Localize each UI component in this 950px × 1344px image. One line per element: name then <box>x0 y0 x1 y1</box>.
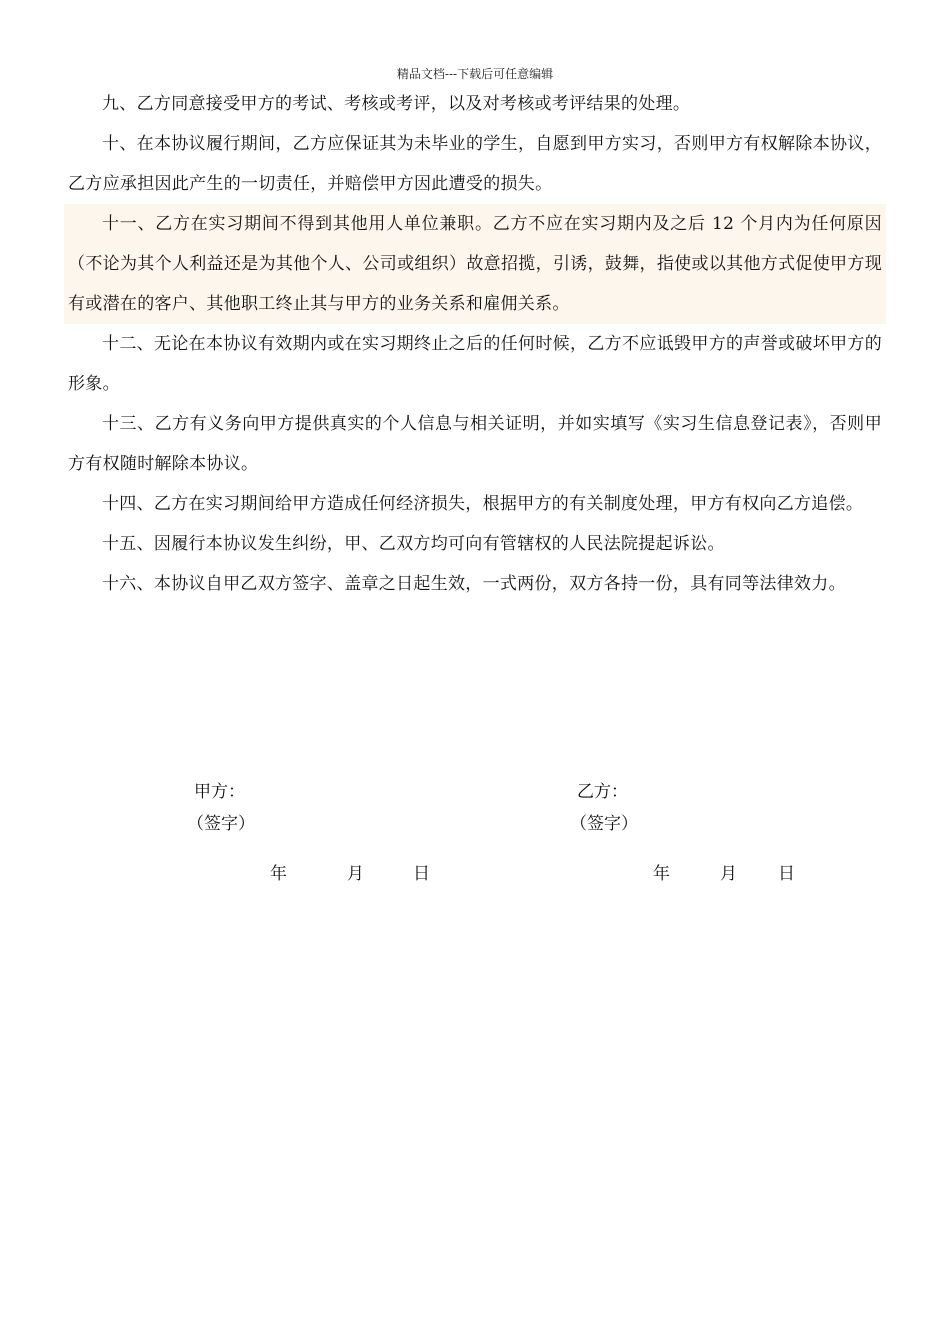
clause-13: 十三、乙方有义务向甲方提供真实的个人信息与相关证明，并如实填写《实习生信息登记表》，否则甲方有权随时解除本协议。 <box>68 414 882 474</box>
party-b-day: 日 <box>778 864 795 884</box>
party-b-month: 月 <box>720 864 737 884</box>
party-a-sign: （签字） <box>187 814 255 834</box>
clause-16: 十六、本协议自甲乙双方签字、盖章之日起生效，一式两份，双方各持一份，具有同等法律效力。 <box>102 574 846 594</box>
party-b-label: 乙方： <box>577 782 628 802</box>
party-a-day: 日 <box>413 864 430 884</box>
party-a-month: 月 <box>347 864 364 884</box>
clause-10: 十、在本协议履行期间，乙方应保证其为未毕业的学生，自愿到甲方实习，否则甲方有权解除本协议，乙方应承担因此产生的一切责任，并赔偿甲方因此遭受的损失。 <box>68 134 882 194</box>
clause-9: 九、乙方同意接受甲方的考试、考核或考评，以及对考核或考评结果的处理。 <box>102 94 691 114</box>
clause-12: 十二、无论在本协议有效期内或在实习期终止之后的任何时候，乙方不应诋毁甲方的声誉或破坏甲方的形象。 <box>68 334 882 394</box>
party-b-sign: （签字） <box>570 814 638 834</box>
party-b-year: 年 <box>653 864 670 884</box>
clause-11: 十一、乙方在实习期间不得到其他用人单位兼职。乙方不应在实习期内及之后 12 个月内为任何原因（不论为其个人利益还是为其他个人、公司或组织）故意招揽，引诱，鼓舞，指使或以其他方式促使甲方现有或潜在的客户、其他职工终止其与甲方的业务关系和雇佣关系。 <box>64 204 886 324</box>
clause-15: 十五、因履行本协议发生纠纷，甲、乙双方均可向有管辖权的人民法院提起诉讼。 <box>102 534 725 554</box>
party-a-label: 甲方： <box>194 782 245 802</box>
header-watermark: 精品文档---下载后可任意编辑 <box>396 67 554 81</box>
agreement-clauses <box>68 84 882 604</box>
clause-14: 十四、乙方在实习期间给甲方造成任何经济损失，根据甲方的有关制度处理，甲方有权向乙方追偿。 <box>102 494 864 514</box>
party-a-year: 年 <box>270 864 287 884</box>
